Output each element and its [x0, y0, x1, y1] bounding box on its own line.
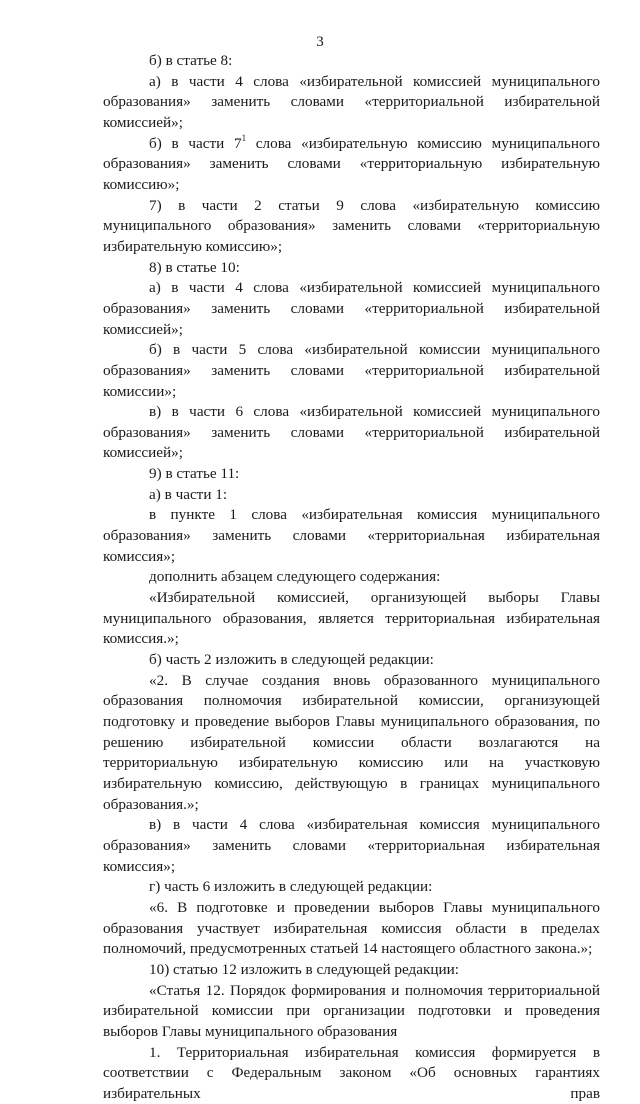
paragraph-p12: дополнить абзацем следующего содержания:: [103, 567, 600, 588]
paragraph-p20: «Статья 12. Порядок формирования и полномочия территориальной избирательной комиссии при организации подготовки и проведения выборов Главы муниципального образования: [103, 981, 600, 1043]
page-number: 3: [0, 33, 640, 51]
paragraph-p14: б) часть 2 изложить в следующей редакции:: [103, 650, 600, 671]
paragraph-p04: 7) в части 2 статьи 9 слова «избирательную комиссию муниципального образования» заменить словами «территориальную избирательную комиссию»;: [103, 196, 600, 258]
paragraph-p02: а) в части 4 слова «избирательной комиссией муниципального образования» заменить словами «территориальной избирательной комиссией»;: [103, 72, 600, 134]
paragraph-p21: 1. Территориальная избирательная комиссия формируется в соответствии с Федеральным законом «Об основных гарантиях избирательных прав: [103, 1043, 600, 1104]
paragraph-p06: а) в части 4 слова «избирательной комиссией муниципального образования» заменить словами «территориальной избирательной комиссией»;: [103, 278, 600, 340]
paragraph-p07: б) в части 5 слова «избирательной комиссии муниципального образования» заменить словами «территориальной избирательной комиссии»;: [103, 340, 600, 402]
superscript: 1: [242, 133, 247, 143]
document-body: [103, 51, 600, 1104]
paragraph-text: слова «избирательную комиссию муниципального образования» заменить словами «территориальную избирательную комиссию»;: [103, 135, 600, 193]
paragraph-p09: 9) в статье 11:: [103, 464, 600, 485]
paragraph-p19: 10) статью 12 изложить в следующей редакции:: [103, 960, 600, 981]
paragraph-p11: в пункте 1 слова «избирательная комиссия муниципального образования» заменить словами «территориальная избирательная комиссия»;: [103, 505, 600, 567]
paragraph-p10: а) в части 1:: [103, 485, 600, 506]
paragraph-p03: [103, 134, 600, 196]
paragraph-p13: «Избирательной комиссией, организующей выборы Главы муниципального образования, является территориальная избирательная комиссия.»;: [103, 588, 600, 650]
paragraph-p16: в) в части 4 слова «избирательная комиссия муниципального образования» заменить словами «территориальная избирательная комиссия»;: [103, 815, 600, 877]
paragraph-p17: г) часть 6 изложить в следующей редакции:: [103, 877, 600, 898]
paragraph-p05: 8) в статье 10:: [103, 258, 600, 279]
paragraph-p18: «6. В подготовке и проведении выборов Главы муниципального образования участвует избирательная комиссия области в пределах полномочий, предусмотренных статьей 14 настоящего областного закона.»;: [103, 898, 600, 960]
paragraph-p08: в) в части 6 слова «избирательной комиссией муниципального образования» заменить словами «территориальной избирательной комиссией»;: [103, 402, 600, 464]
paragraph-p01: б) в статье 8:: [103, 51, 600, 72]
paragraph-p15: «2. В случае создания вновь образованного муниципального образования полномочия избирательной комиссии, организующей подготовку и проведение выборов Главы муниципального образования, по решению избирательной комиссии области возлагаются на территориальную избирательную комиссию или на участковую избирательную комиссию, действующую в границах муниципального образования.»;: [103, 671, 600, 816]
paragraph-text: б) в части 7: [149, 135, 242, 152]
